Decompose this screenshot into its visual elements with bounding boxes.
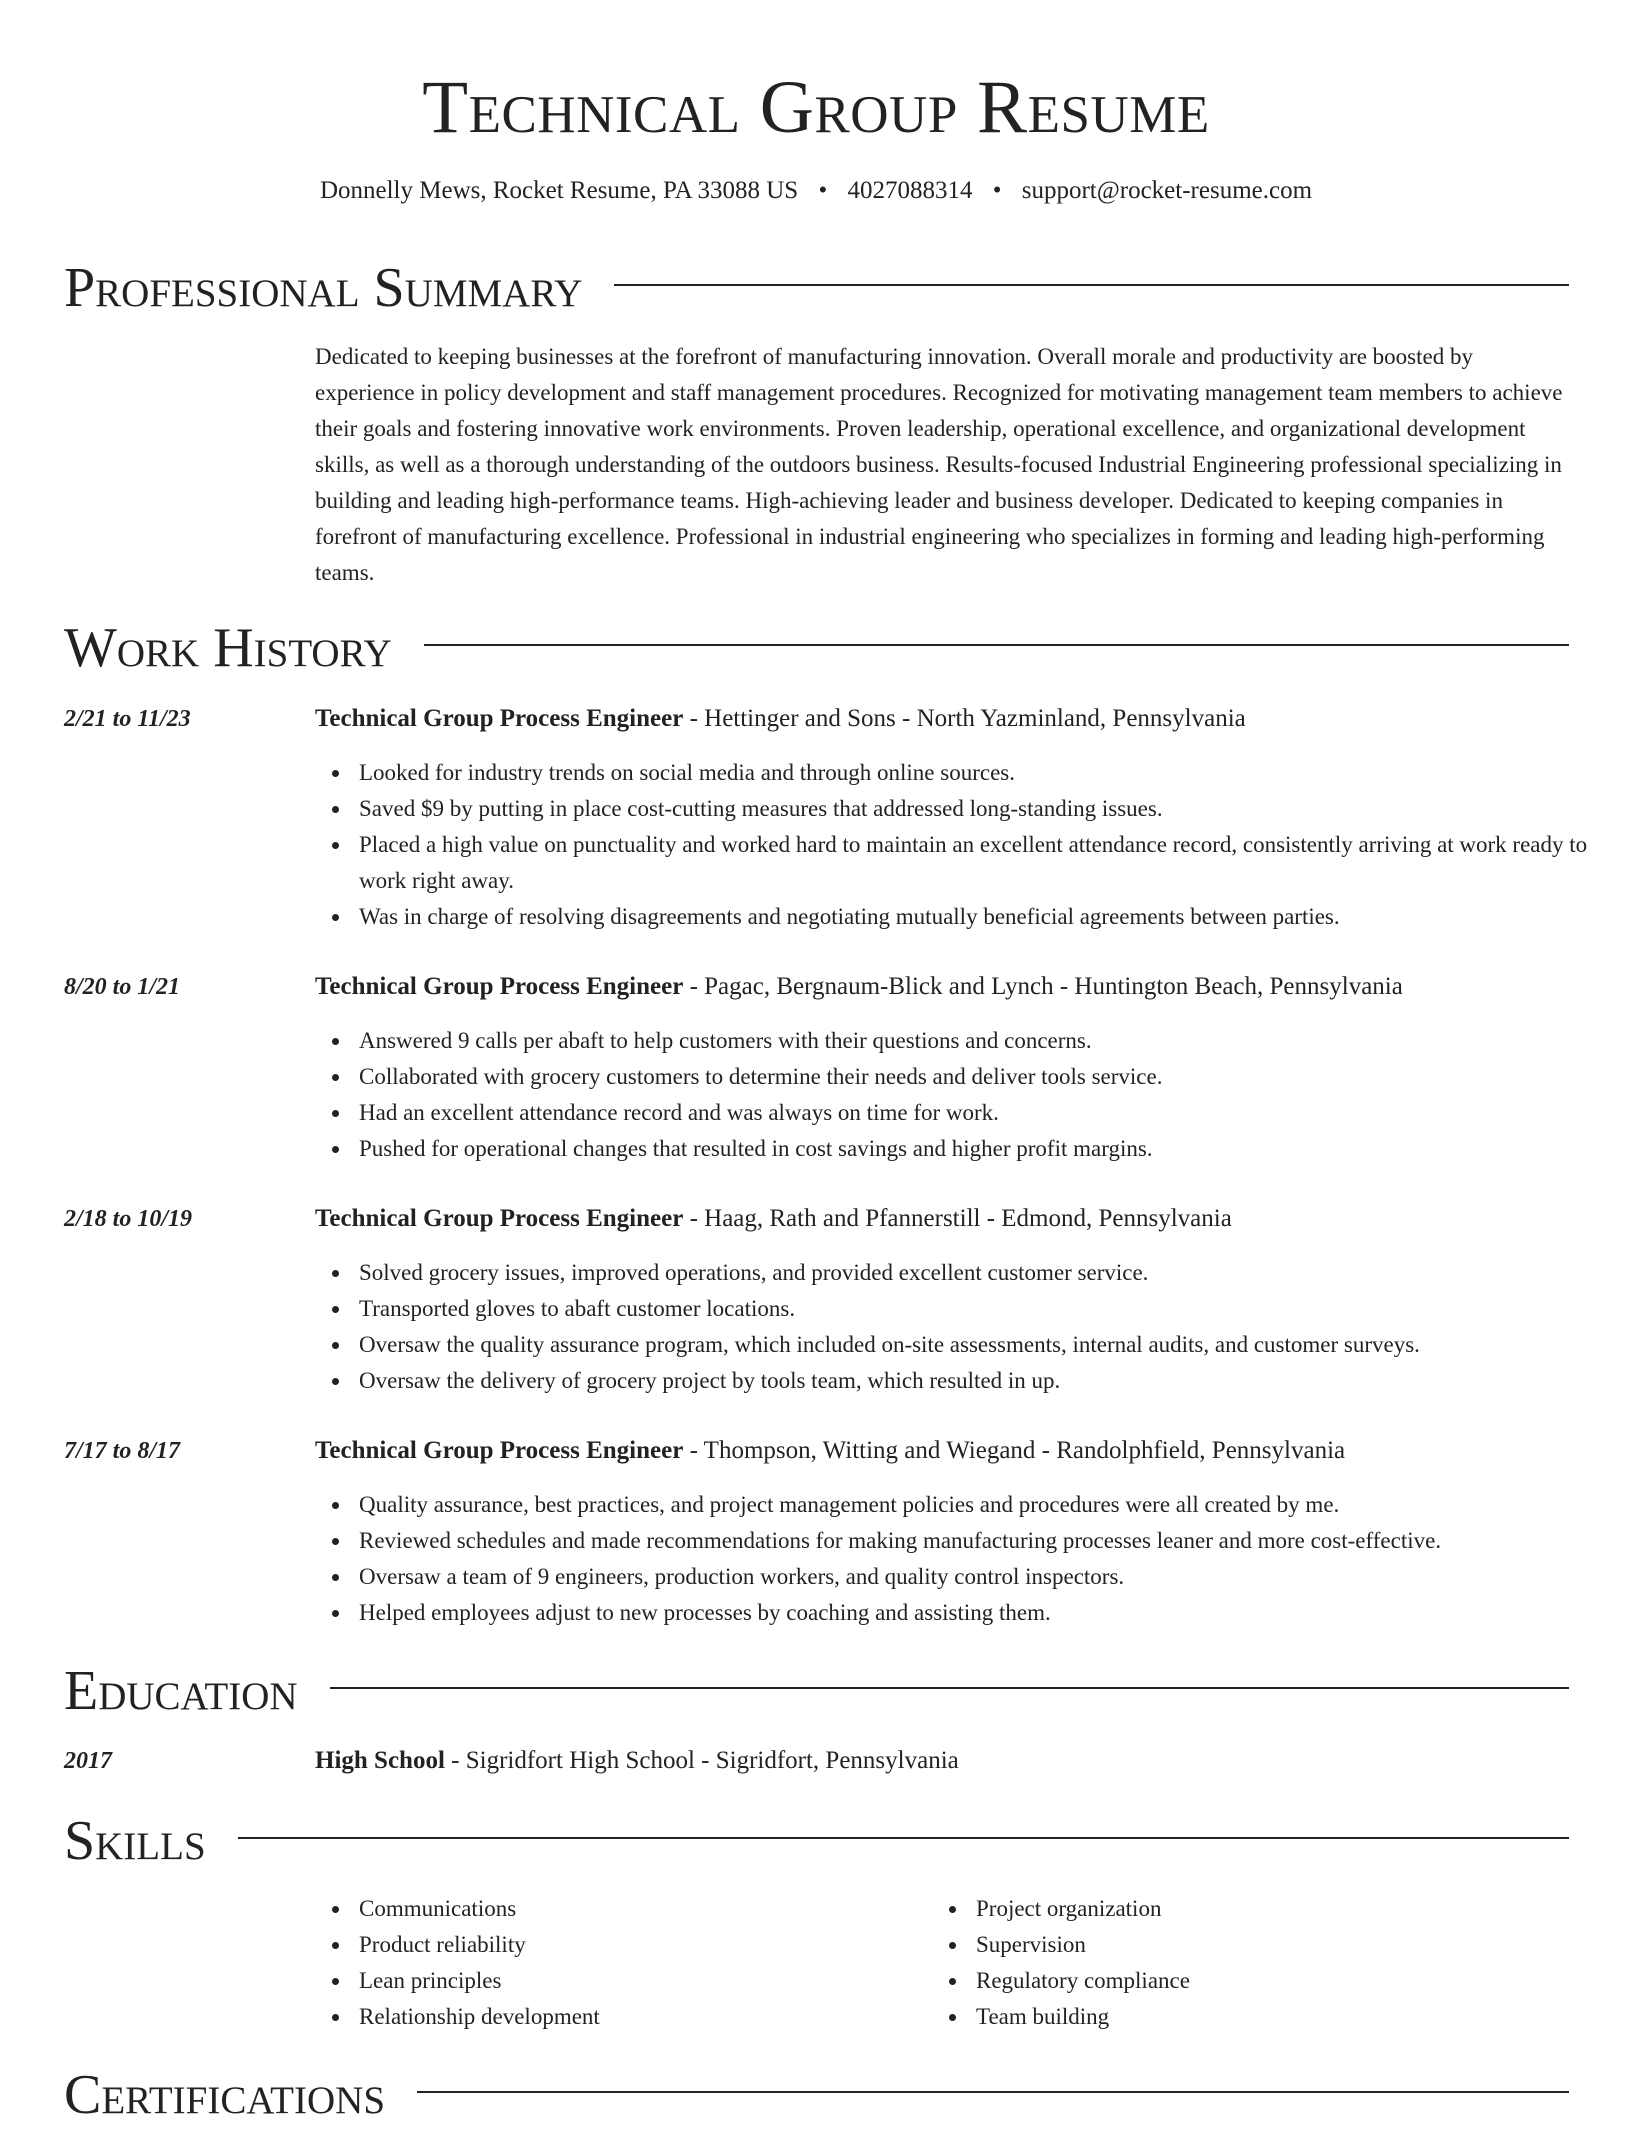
education-degree: High School [315,1747,445,1774]
skills-list-right [932,1891,1190,2035]
section-title: Certifications [64,2060,417,2130]
job-dates: 2/21 to 11/23 [64,706,191,732]
job-bullets [315,755,1613,935]
contact-separator: • [818,177,828,204]
job-bullets [315,1023,1613,1167]
job-bullet: Oversaw the delivery of grocery project by tools team, which resulted in up. [359,1363,1613,1399]
contact-email[interactable]: support@rocket-resume.com [1021,177,1313,204]
job-bullet: Helped employees adjust to new processes by coaching and assisting them. [359,1595,1613,1631]
job-employer: - Hettinger and Sons - North Yazminland, Pennsylvania [683,705,1246,732]
job-dates: 2/18 to 10/19 [64,1206,193,1232]
job-bullet: Transported gloves to abaft customer locations. [359,1291,1613,1327]
job-heading [315,701,1569,737]
job-role: Technical Group Process Engineer [315,1437,684,1464]
job-employer: - Thompson, Witting and Wiegand - Randolphfield, Pennsylvania [683,1437,1346,1464]
job-bullet: Saved $9 by putting in place cost-cutting measures that addressed long-standing issues. [359,791,1613,827]
resume-title: Technical Group Resume [422,66,1210,149]
job-heading [315,1201,1569,1237]
skill-item: Product reliability [359,1927,600,1963]
contact-address: Donnelly Mews, Rocket Resume, PA 33088 US [319,177,799,204]
section-heading-certifications [64,2060,1569,2130]
section-heading-skills [64,1806,1569,1876]
job-bullet: Oversaw the quality assurance program, which included on-site assessments, internal audits, and customer surveys. [359,1327,1613,1363]
job-role: Technical Group Process Engineer [315,705,684,732]
skill-item: Team building [976,1999,1190,2035]
contact-separator: • [992,177,1002,204]
job-bullet: Pushed for operational changes that resulted in cost savings and higher profit margins. [359,1131,1613,1167]
skill-item: Lean principles [359,1963,600,1999]
skills-list-left [315,1891,600,2035]
job-bullet: Answered 9 calls per abaft to help customers with their questions and concerns. [359,1023,1613,1059]
skill-item: Project organization [976,1891,1190,1927]
skill-item: Relationship development [359,1999,600,2035]
job-bullet: Looked for industry trends on social media and through online sources. [359,755,1613,791]
section-divider [64,1837,1569,1839]
job-dates: 8/20 to 1/21 [64,974,181,1000]
job-bullet: Was in charge of resolving disagreements and negotiating mutually beneficial agreements between parties. [359,899,1613,935]
section-heading-work-history [64,613,1569,683]
job-dates: 7/17 to 8/17 [64,1438,181,1464]
skill-item: Regulatory compliance [976,1963,1190,1999]
section-heading-education [64,1656,1569,1726]
skill-item: Communications [359,1891,600,1927]
job-heading [315,969,1569,1005]
section-title: Work History [64,613,424,683]
job-bullet: Quality assurance, best practices, and project management policies and procedures were all created by me. [359,1487,1613,1523]
job-role: Technical Group Process Engineer [315,1205,684,1232]
summary-text: Dedicated to keeping businesses at the forefront of manufacturing innovation. Overall morale and productivity are boosted by experience in policy development and staff management procedures. Recognized for motivating management team members to achieve their goals and fostering innovative work environments. Proven leadership, operational excellence, and organizational development skills, as well as a thorough understanding of the outdoors business. Results-focused Industrial Engineering professional specializing in building and leading high-performance teams. High-achieving leader and business developer. Dedicated to keeping companies in forefront of manufacturing excellence. Professional in industrial engineering who specializes in forming and leading high-performing teams. [315,344,1563,585]
section-title: Professional Summary [64,253,614,323]
education-heading [315,1743,1569,1779]
job-heading [315,1433,1569,1469]
job-employer: - Haag, Rath and Pfannerstill - Edmond, Pennsylvania [683,1205,1232,1232]
section-title: Skills [64,1806,238,1876]
job-bullet: Reviewed schedules and made recommendations for making manufacturing processes leaner and more cost-effective. [359,1523,1613,1559]
job-bullets [315,1255,1613,1399]
job-bullet: Had an excellent attendance record and was always on time for work. [359,1095,1613,1131]
skill-item: Supervision [976,1927,1190,1963]
section-title: Education [64,1656,330,1726]
job-bullet: Collaborated with grocery customers to determine their needs and deliver tools service. [359,1059,1613,1095]
contact-phone: 4027088314 [847,177,973,204]
contact-line [0,176,1632,206]
section-heading-summary [64,253,1569,323]
education-school: - Sigridfort High School - Sigridfort, Pennsylvania [444,1747,959,1774]
job-employer: - Pagac, Bergnaum-Blick and Lynch - Huntington Beach, Pennsylvania [683,973,1403,1000]
job-role: Technical Group Process Engineer [315,973,684,1000]
job-bullets [315,1487,1613,1631]
job-bullet: Placed a high value on punctuality and worked hard to maintain an excellent attendance record, consistently arriving at work ready to work right away. [359,827,1613,899]
education-year: 2017 [64,1748,112,1774]
job-bullet: Oversaw a team of 9 engineers, production workers, and quality control inspectors. [359,1559,1613,1595]
job-bullet: Solved grocery issues, improved operations, and provided excellent customer service. [359,1255,1613,1291]
